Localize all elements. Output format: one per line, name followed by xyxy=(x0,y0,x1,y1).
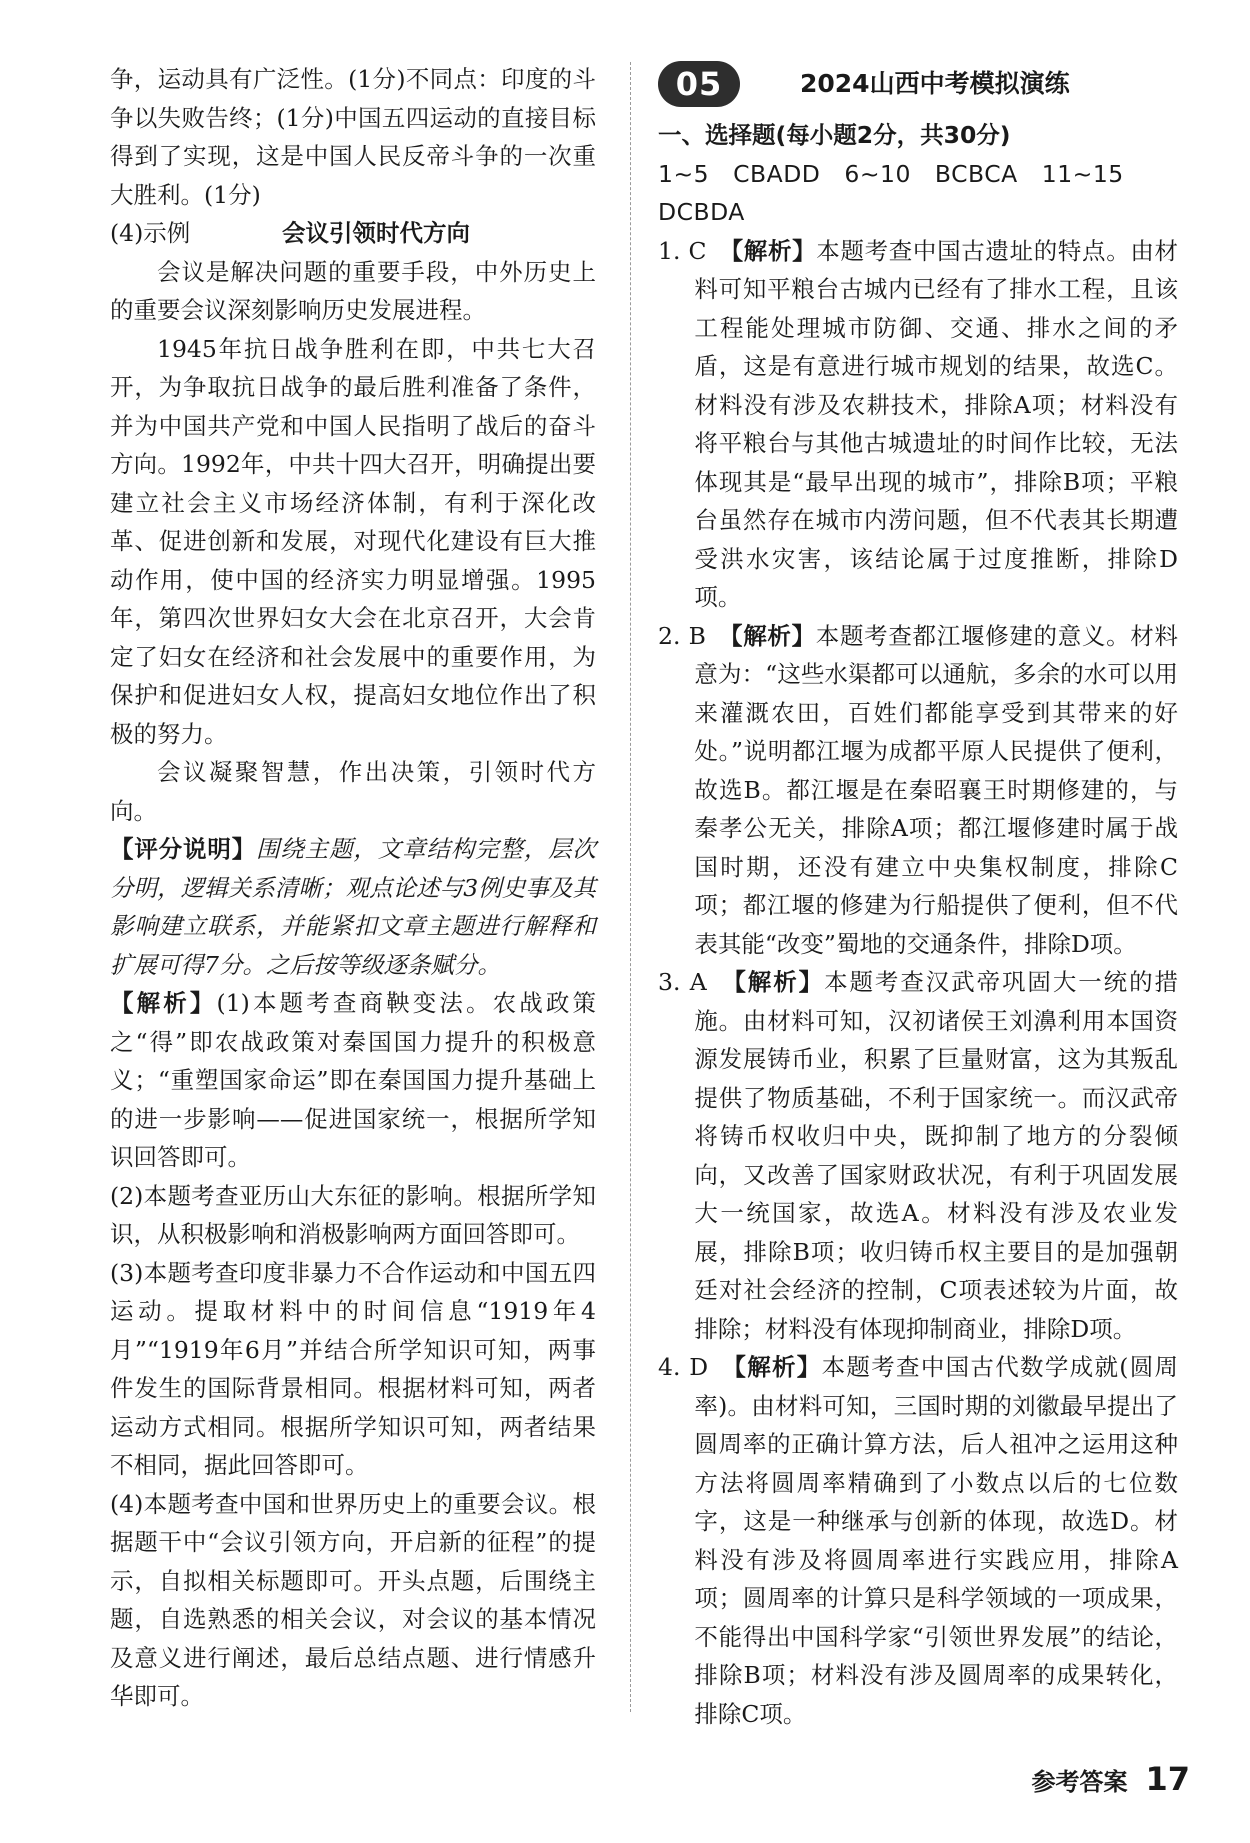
analysis-tag: 【解析】 xyxy=(110,989,217,1017)
question-number: 2. B xyxy=(658,621,706,650)
scoring-tag: 【评分说明】 xyxy=(110,835,257,863)
page-footer xyxy=(1031,1760,1190,1798)
scoring-note xyxy=(110,830,596,984)
section-title: 2024山西中考模拟演练 xyxy=(800,68,1070,98)
analysis-text: (1)本题考查商鞅变法。农战政策之“得”即农战政策对秦国国力提升的积极意义；“重塑国家命运”即在秦国国力提升基础上的进一步影响——促进国家统一，根据所学知识回答即可。 xyxy=(110,989,597,1171)
subsection-heading: 一、选择题(每小题2分，共30分) xyxy=(658,121,1011,149)
explanation-text: 本题考查都江堰修建的意义。材料意为：“这些水渠都可以通航，多余的水可以用来灌溉农田，百姓们都能享受到其带来的好处。”说明都江堰为成都平原人民提供了便利，故选B。都江堰是在秦昭襄王时期修建的，与秦孝公无关，排除A项；都江堰修建时属于战国时期，还没有建立中央集权制度，排除C项；都江堰的修建为行船提供了便利，但不代表其能“改变”蜀地的交通条件，排除D项。 xyxy=(694,621,1178,958)
analysis-tag: 【解析】 xyxy=(731,236,817,265)
essay-heading xyxy=(110,214,596,253)
right-column xyxy=(658,60,1178,1733)
column-divider xyxy=(630,62,631,1712)
analysis-tag: 【解析】 xyxy=(734,1353,822,1381)
section-badge: 05 xyxy=(658,61,740,107)
question-number: 3. A xyxy=(658,968,707,996)
question-number: 1. C xyxy=(658,236,707,265)
analysis-tag: 【解析】 xyxy=(734,968,825,996)
scoring-text: 围绕主题，文章结构完整，层次分明，逻辑关系清晰；观点论述与3例史事及其影响建立联系，并能紧扣文章主题进行解释和扩展可得7分。之后按等级逐条赋分。 xyxy=(110,835,597,979)
question-explanation xyxy=(658,1348,1178,1733)
analysis-paragraph: (3)本题考查印度非暴力不合作运动和中国五四运动。提取材料中的时间信息“1919年4月”“1919年6月”并结合所学知识可知，两事件发生的国际背景相同。根据材料可知，两者运动方式相同。根据所学知识可知，两者结果不相同，据此回答即可。 xyxy=(110,1258,596,1479)
analysis-paragraph: (4)本题考查中国和世界历史上的重要会议。根据题干中“会议引领方向，开启新的征程”的提示，自拟相关标题即可。开头点题，后围绕主题，自选熟悉的相关会议，对会议的基本情况及意义进行阐述，最后总结点题、进行情感升华即可。 xyxy=(110,1489,596,1710)
question-number: 4. D xyxy=(658,1353,709,1381)
analysis-paragraph xyxy=(110,984,596,1177)
answer-paragraph: 争，运动具有广泛性。(1分)不同点：印度的斗争以失败告终；(1分)中国五四运动的直接目标得到了实现，这是中国人民反帝斗争的一次重大胜利。(1分) xyxy=(110,65,596,209)
answer-keys: 1~5 CBADD 6~10 BCBCA 11~15 DCBDA xyxy=(658,159,1148,226)
analysis-tag: 【解析】 xyxy=(730,621,816,650)
essay-title: 会议引领时代方向 xyxy=(282,219,470,247)
essay-paragraph: 会议是解决问题的重要手段，中外历史上的重要会议深刻影响历史发展进程。 xyxy=(110,257,596,324)
essay-paragraph: 会议凝聚智慧，作出决策，引领时代方向。 xyxy=(110,758,596,825)
example-label: (4)示例 xyxy=(110,219,191,247)
footer-label: 参考答案 xyxy=(1031,1768,1128,1796)
explanation-text: 本题考查中国古遗址的特点。由材料可知平粮台古城内已经有了排水工程，且该工程能处理城市防御、交通、排水之间的矛盾，这是有意进行城市规划的结果，故选C。材料没有涉及农耕技术，排除A项；材料没有将平粮台与其他古城遗址的时间作比较，无法体现其是“最早出现的城市”，排除B项；平粮台虽然存在城市内涝问题，但不代表其长期遭受洪水灾害，该结论属于过度推断，排除D项。 xyxy=(694,236,1179,611)
essay-paragraph: 1945年抗日战争胜利在即，中共七大召开，为争取抗日战争的最后胜利准备了条件，并为中国共产党和中国人民指明了战后的奋斗方向。1992年，中共十四大召开，明确提出要建立社会主义市场经济体制，有利于深化改革、促进创新和发展，对现代化建设有巨大推动作用，使中国的经济实力明显增强。1995年，第四次世界妇女大会在北京召开，大会肯定了妇女在经济和社会发展中的重要作用，为保护和促进妇女人权，提高妇女地位作出了积极的努力。 xyxy=(110,334,596,748)
section-header xyxy=(658,52,1178,116)
explanation-text: 本题考查汉武帝巩固大一统的措施。由材料可知，汉初诸侯王刘濞利用本国资源发展铸币业，积累了巨量财富，这为其叛乱提供了物质基础，不利于国家统一。而汉武帝将铸币权收归中央，既抑制了地方的分裂倾向，又改善了国家财政状况，有利于巩固发展大一统国家，故选A。材料没有涉及农业发展，排除B项；收归铸币权主要目的是加强朝廷对社会经济的控制，C项表述较为片面，故排除；材料没有体现抑制商业，排除D项。 xyxy=(694,968,1179,1343)
question-explanation xyxy=(658,963,1178,1348)
explanation-text: 本题考查中国古代数学成就(圆周率)。由材料可知，三国时期的刘徽最早提出了圆周率的正确计算方法，后人祖冲之运用这种方法将圆周率精确到了小数点以后的七位数字，这是一种继承与创新的体现，故选D。材料没有涉及将圆周率进行实践应用，排除A项；圆周率的计算只是科学领域的一项成果，不能得出中国科学家“引领世界发展”的结论，排除B项；材料没有涉及圆周率的成果转化，排除C项。 xyxy=(694,1353,1179,1728)
question-explanation xyxy=(658,232,1178,617)
analysis-paragraph: (2)本题考查亚历山大东征的影响。根据所学知识，从积极影响和消极影响两方面回答即可。 xyxy=(110,1181,596,1248)
question-explanation xyxy=(658,617,1178,964)
page-number: 17 xyxy=(1145,1760,1190,1798)
left-column xyxy=(110,60,596,1716)
